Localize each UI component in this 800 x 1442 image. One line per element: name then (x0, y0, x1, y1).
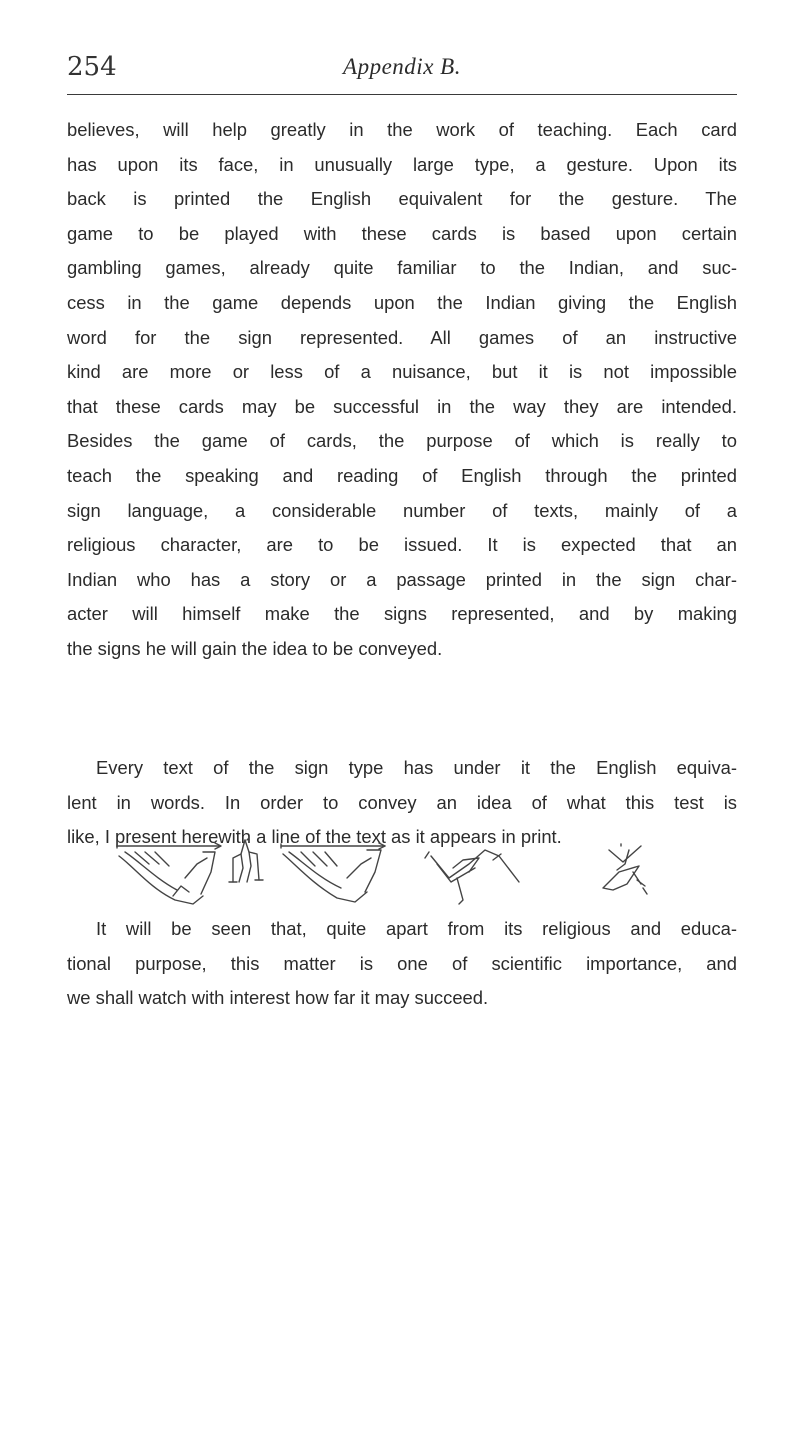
text-line: tional purpose, this matter is one of scientific importance, and (67, 952, 737, 974)
text-line: Every text of the sign type has under it the English equiva- (96, 757, 737, 778)
hand-sign-glyph (117, 843, 221, 904)
text-line: cess in the game depends upon the Indian giving the English (67, 291, 737, 313)
text-line: Indian who has a story or a passage printed in the sign char- (67, 568, 737, 590)
text-line: It will be seen that, quite apart from its religious and educa- (96, 918, 737, 939)
text-line: has upon its face, in unusually large type, a gesture. Upon its (67, 153, 737, 175)
star-sign-glyph (603, 844, 647, 894)
sign-language-text-sample (115, 838, 700, 910)
running-head (67, 52, 737, 95)
text-line: kind are more or less of a nuisance, but it is not impossible (67, 361, 737, 383)
text-line: lent in words. In order to convey an idea of what this test is (67, 791, 737, 813)
text-line: Besides the game of cards, the purpose of which is really to (67, 430, 737, 452)
text-line: believes, will help greatly in the work of teaching. Each card (67, 119, 737, 140)
bird-sign-glyph (425, 850, 519, 904)
text-line: religious character, are to be issued. It is expected that an (67, 534, 737, 556)
page-heading: Appendix B. (343, 54, 461, 79)
text-line: word for the sign represented. All games of an instructive (67, 326, 737, 348)
text-line: the signs he will gain the idea to be conveyed. (67, 637, 443, 659)
text-line: like, I present herewith a line of the text as it appears in print. (67, 826, 562, 848)
text-line: gambling games, already quite familiar to the Indian, and suc- (67, 257, 737, 279)
text-line: sign language, a considerable number of texts, mainly of a (67, 499, 737, 521)
text-line: that these cards may be successful in the way they are intended. (67, 395, 737, 417)
text-line: we shall watch with interest how far it may succeed. (67, 987, 489, 1009)
text-line: teach the speaking and reading of English through the printed (67, 464, 737, 486)
hand-sign-glyph (281, 843, 385, 902)
text-line: acter will himself make the signs represented, and by making (67, 603, 737, 625)
page-number: 254 (67, 52, 117, 82)
text-line: back is printed the English equivalent for the gesture. The (67, 188, 737, 210)
text-line: game to be played with these cards is based upon certain (67, 222, 737, 244)
paragraph-3 (67, 912, 737, 1016)
paragraph-1 (67, 113, 737, 667)
figure-gesture-glyph (229, 838, 263, 882)
